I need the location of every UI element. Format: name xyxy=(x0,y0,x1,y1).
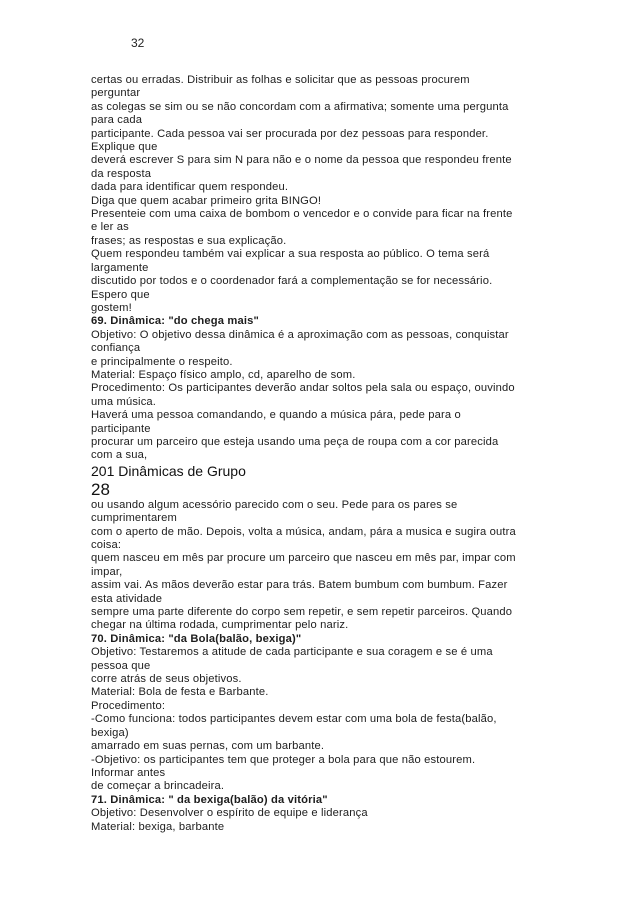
text-line: coisa: xyxy=(91,539,122,551)
text-line: procurar um parceiro que esteja usando uma peça de roupa com a cor parecida xyxy=(91,435,499,448)
text-line: -Como funciona: todos participantes devem estar com uma bola de festa(balão, xyxy=(91,713,497,726)
text-line: certas ou erradas. Distribuir as folhas e solicitar que as pessoas procurem xyxy=(91,74,470,86)
running-page-number: 28 xyxy=(91,479,110,499)
text-line: -Objetivo: os participantes tem que proteger a bola para que não estourem. xyxy=(91,753,476,766)
text-line: participante. Cada pessoa vai ser procurada por dez pessoas para responder. xyxy=(91,127,489,140)
text-line: participante xyxy=(91,422,151,435)
text-line: com a sua, xyxy=(91,449,148,462)
text-line: Procedimento: Os participantes deverão andar soltos pela sala ou espaço, ouvindo xyxy=(91,382,515,395)
text-line: e principalmente o respeito. xyxy=(91,355,233,368)
text-line: com o aperto de mão. Depois, volta a música, andam, pára a musica e sugira outra xyxy=(91,525,516,538)
text-line: Espero que xyxy=(91,288,150,301)
text-line: largamente xyxy=(91,261,149,274)
section-heading: 70. Dinâmica: "da Bola(balão, bexiga)" xyxy=(91,632,302,645)
text-line: bexiga) xyxy=(91,726,129,739)
text-line: Objetivo: Desenvolver o espírito de equipe e liderança xyxy=(91,807,368,820)
text-line: para cada xyxy=(91,114,143,127)
text-line: deverá escrever S para sim N para não e o nome da pessoa que respondeu frente xyxy=(91,154,512,167)
text-line: Diga que quem acabar primeiro grita BINGO! xyxy=(91,194,322,207)
text-line: frases; as respostas e sua explicação. xyxy=(91,234,287,247)
body-text xyxy=(91,74,551,834)
text-line: chegar na última rodada, cumprimentar pelo nariz. xyxy=(91,619,349,632)
text-line: Informar antes xyxy=(91,766,166,779)
text-line: pessoa que xyxy=(91,659,151,672)
text-line: de começar a brincadeira. xyxy=(91,780,225,793)
text-line: Quem respondeu também vai explicar a sua resposta ao público. O tema será xyxy=(91,248,490,261)
text-line: Objetivo: O objetivo dessa dinâmica é a aproximação com as pessoas, conquistar xyxy=(91,328,509,341)
text-line: esta atividade xyxy=(91,592,163,605)
text-line: Material: Espaço físico amplo, cd, aparelho de som. xyxy=(91,368,356,381)
text-line: quem nasceu em mês par procure um parceiro que nasceu em mês par, impar com xyxy=(91,552,516,565)
text-line: Material: bexiga, barbante xyxy=(91,820,225,833)
text-line: uma música. xyxy=(91,395,157,408)
page-number: 32 xyxy=(131,36,145,50)
text-line: ou usando algum acessório parecido com o seu. Pede para os pares se xyxy=(91,498,458,511)
section-heading: 69. Dinâmica: "do chega mais" xyxy=(91,315,259,328)
text-line: amarrado em suas pernas, com um barbante. xyxy=(91,740,325,753)
text-line: assim vai. As mãos deverão estar para trás. Batem bumbum com bumbum. Fazer xyxy=(91,579,508,592)
text-line: Procedimento: xyxy=(91,699,166,712)
text-line: cumprimentarem xyxy=(91,512,178,525)
text-line: Haverá uma pessoa comandando, e quando a música pára, pede para o xyxy=(91,409,461,422)
text-line: sempre uma parte diferente do corpo sem repetir, e sem repetir parceiros. Quando xyxy=(91,606,513,619)
text-line: dada para identificar quem respondeu. xyxy=(91,181,289,194)
text-line: da resposta xyxy=(91,167,152,180)
text-line: as colegas se sim ou se não concordam com a afirmativa; somente uma pergunta xyxy=(91,100,509,113)
text-line: impar, xyxy=(91,565,123,578)
text-line: perguntar xyxy=(91,87,141,100)
text-line: corre atrás de seus objetivos. xyxy=(91,673,242,686)
text-line: gostem! xyxy=(91,301,132,314)
text-line: e ler as xyxy=(91,221,129,234)
text-line: confiança xyxy=(91,342,141,355)
text-line: Material: Bola de festa e Barbante. xyxy=(91,686,269,699)
section-heading: 71. Dinâmica: " da bexiga(balão) da vitória" xyxy=(91,793,328,806)
running-title: 201 Dinâmicas de Grupo xyxy=(91,462,246,479)
text-line: Explique que xyxy=(91,141,158,154)
text-line: Objetivo: Testaremos a atitude de cada participante e sua coragem e se é uma xyxy=(91,646,493,659)
text-line: Presenteie com uma caixa de bombom o vencedor e o convide para ficar na frente xyxy=(91,208,513,221)
text-line: discutido por todos e o coordenador fará a complementação se for necessário. xyxy=(91,275,493,288)
